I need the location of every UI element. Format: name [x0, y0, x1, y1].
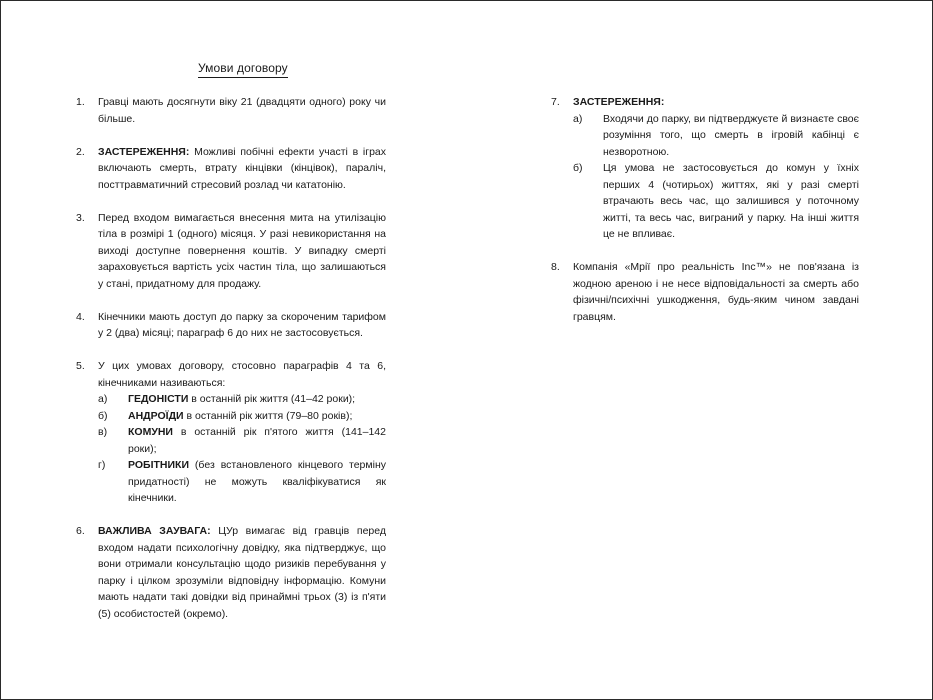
subclause [573, 111, 859, 161]
left-column [76, 94, 386, 639]
clause-item [76, 358, 386, 507]
subclause-text: в останній рік п'ятого життя (141–142 роки); [128, 426, 386, 455]
clause-text: Гравці мають досягнути віку 21 (двадцяти одного) року чи більше. [98, 96, 386, 125]
clause-item [76, 210, 386, 293]
clause-body [98, 94, 386, 127]
subclause [98, 457, 386, 507]
subclause-letter: а) [573, 112, 583, 125]
clause-text: Компанія «Мрії про реальність Inc™» не пов'язана із жодною ареною і не несе відповідальності за смерть або фізичні/психічні ушкодження, будь-яким чином завдані гравцям. [573, 261, 859, 323]
clause-text: У цих умовах договору, стосовно параграфів 4 та 6, кінечниками називаються: [98, 360, 386, 389]
subclause-letter: б) [573, 162, 583, 174]
subclause [98, 391, 386, 408]
clause-body [573, 94, 859, 111]
clause-body [573, 259, 859, 325]
subclause-term: РОБІТНИКИ [128, 459, 189, 471]
subclause [573, 160, 859, 243]
clause-number: 1. [76, 96, 85, 108]
clause-item [551, 259, 859, 325]
subclause-letter: а) [98, 393, 108, 405]
clause-body [98, 309, 386, 342]
subclause-text: Ця умова не застосовується до комун у їхніх перших 4 (чотирьох) життях, які у разі смерті втрачають весь час, що залишився у поточному житті, та весь час, виграний у парку. На інші життя це не впливає. [603, 162, 859, 240]
clause-number: 5. [76, 360, 85, 372]
clause-body [98, 523, 386, 622]
clause-text: Кінечники мають доступ до парку за скороченим тарифом у 2 (два) місяці; параграф 6 до них не застосовується. [98, 310, 386, 339]
subclause [98, 424, 386, 457]
page-title: Умови договору [198, 61, 288, 78]
clause-item [76, 144, 386, 194]
subclause-term: АНДРОЇДИ [128, 409, 184, 422]
clause-text: Можливі побічні ефекти участі в іграх включають смерть, втрату кінцівки (кінцівок), параліч, посттравматичний стресовий розлад чи кататонію. [98, 145, 387, 191]
subclause-term: ГЕДОНІСТИ [128, 393, 189, 405]
clause-number: 6. [76, 525, 85, 537]
subclause-term: КОМУНИ [128, 426, 173, 438]
clause-text: ЦУр вимагає від гравців перед входом надати психологічну довідку, яка підтверджує, що вони отримали консультацію щодо ризиків перебування у парку і цілком зрозуміли відповідну інформацію. Комуни мають надати такі довідки від принаймні трьох (3) із п'яти (5) особистостей (окремо). [98, 525, 386, 620]
clause-item [76, 309, 386, 342]
clause-number: 4. [76, 310, 85, 323]
subclause-letter: б) [98, 409, 108, 422]
clause-number: 8. [551, 261, 560, 273]
subclause-text: (без встановленого кінцевого терміну придатності) не можуть кваліфікуватися як кінечники. [128, 459, 386, 504]
clause-number: 7. [551, 96, 560, 108]
subclause-text: в останній рік життя (41–42 роки); [188, 393, 356, 405]
clause-item [76, 523, 386, 622]
clause-body [98, 358, 386, 391]
subclause-letter: в) [98, 426, 108, 438]
subclause-text: в останній рік життя (79–80 років); [183, 409, 353, 422]
clause-number: 2. [76, 145, 85, 158]
subclause [98, 408, 386, 425]
clause-item [76, 94, 386, 127]
clause-text: Перед входом вимагається внесення мита на утилізацію тіла в розмірі 1 (одного) місяця. У разі невикористання на виході доступне повернення коштів. У випадку смерті зараховується вартість усіх частин тіла, що залишаються у стані, придатному для продажу. [98, 211, 386, 290]
clause-item [551, 94, 859, 243]
clause-body [98, 210, 386, 293]
clause-lead: ВАЖЛИВА ЗАУВАГА: [98, 525, 211, 537]
subclause-text: Входячи до парку, ви підтверджуєте й визнаєте своє розуміння того, що смерть в ігровій кабінці є незворотною. [603, 112, 859, 158]
clause-lead: ЗАСТЕРЕЖЕННЯ: [573, 96, 665, 108]
subclause-letter: г) [98, 459, 106, 471]
clause-number: 3. [76, 211, 85, 224]
clause-lead: ЗАСТЕРЕЖЕННЯ: [98, 145, 190, 158]
right-column [551, 94, 859, 342]
clause-body [98, 144, 386, 194]
